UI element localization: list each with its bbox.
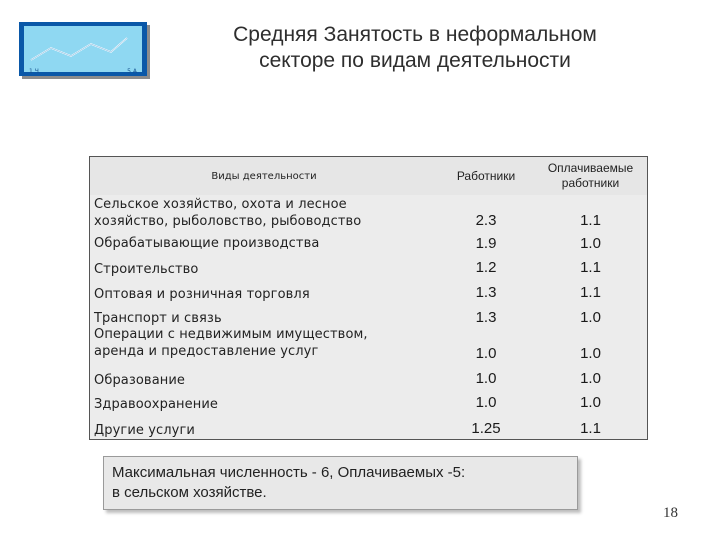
- note-line-2: в сельском хозяйстве.: [112, 484, 267, 501]
- header-workers: Работники: [456, 169, 516, 183]
- row-activity: Оптовая и розничная торговля: [94, 287, 310, 302]
- row-paid-value: 1.1: [580, 212, 601, 229]
- row-workers-value: 1.0: [475, 345, 497, 362]
- logo: [19, 22, 147, 76]
- row-paid-value: 1.0: [580, 370, 601, 387]
- row-workers-value: 2.3: [475, 212, 497, 229]
- table-row: [90, 327, 647, 367]
- row-activity-line-1: Операции с недвижимым имуществом,: [94, 327, 368, 342]
- page-title: [180, 22, 650, 74]
- activity-table: [89, 156, 648, 440]
- row-paid-value: 1.0: [580, 309, 601, 326]
- row-workers-value: 1.3: [475, 309, 497, 326]
- table-row: [90, 235, 647, 259]
- header-paid-workers: [534, 157, 647, 195]
- row-activity: Обрабатывающие производства: [94, 236, 320, 251]
- row-workers-value: 1.25: [471, 420, 501, 437]
- header-paid-line-2: работники: [561, 176, 620, 190]
- row-activity: Другие услуги: [94, 423, 195, 438]
- header-paid-line-1: Оплачиваемые: [547, 161, 634, 175]
- row-activity-line-2: хозяйство, рыболовство, рыбоводство: [94, 214, 362, 229]
- table-row: [90, 197, 647, 235]
- logo-left-label: 1 Ч: [29, 68, 39, 75]
- table-row: [90, 259, 647, 285]
- row-activity-line-2: аренда и предоставление услуг: [94, 344, 319, 359]
- row-activity: Образование: [94, 373, 186, 388]
- table-row: [90, 394, 647, 419]
- table-row: [90, 419, 647, 439]
- row-paid-value: 1.0: [580, 345, 601, 362]
- title-line-2: секторе по видам деятельности: [259, 49, 571, 72]
- row-paid-value: 1.1: [580, 259, 601, 276]
- row-workers-value: 1.9: [475, 235, 497, 252]
- row-workers-value: 1.3: [475, 284, 497, 301]
- row-activity: Транспорт и связь: [94, 311, 222, 326]
- page-number: 18: [663, 505, 678, 521]
- logo-right-label: 5 А: [127, 68, 137, 75]
- table-row: [90, 370, 647, 395]
- note-line-1: Максимальная численность - 6, Оплачиваемых -5:: [112, 464, 466, 481]
- title-line-1: Средняя Занятость в неформальном: [233, 23, 597, 46]
- row-paid-value: 1.0: [580, 394, 601, 411]
- row-workers-value: 1.2: [475, 259, 497, 276]
- row-paid-value: 1.1: [580, 420, 601, 437]
- row-activity-line-1: Сельское хозяйство, охота и лесное: [94, 197, 347, 212]
- row-activity: Строительство: [94, 262, 199, 277]
- row-workers-value: 1.0: [475, 394, 497, 411]
- table-row: [90, 284, 647, 309]
- row-activity: Здравоохранение: [94, 397, 218, 412]
- summary-note: [103, 456, 578, 510]
- row-paid-value: 1.1: [580, 284, 601, 301]
- row-paid-value: 1.0: [580, 235, 601, 252]
- row-workers-value: 1.0: [475, 370, 497, 387]
- header-activity: Виды деятельности: [211, 170, 317, 182]
